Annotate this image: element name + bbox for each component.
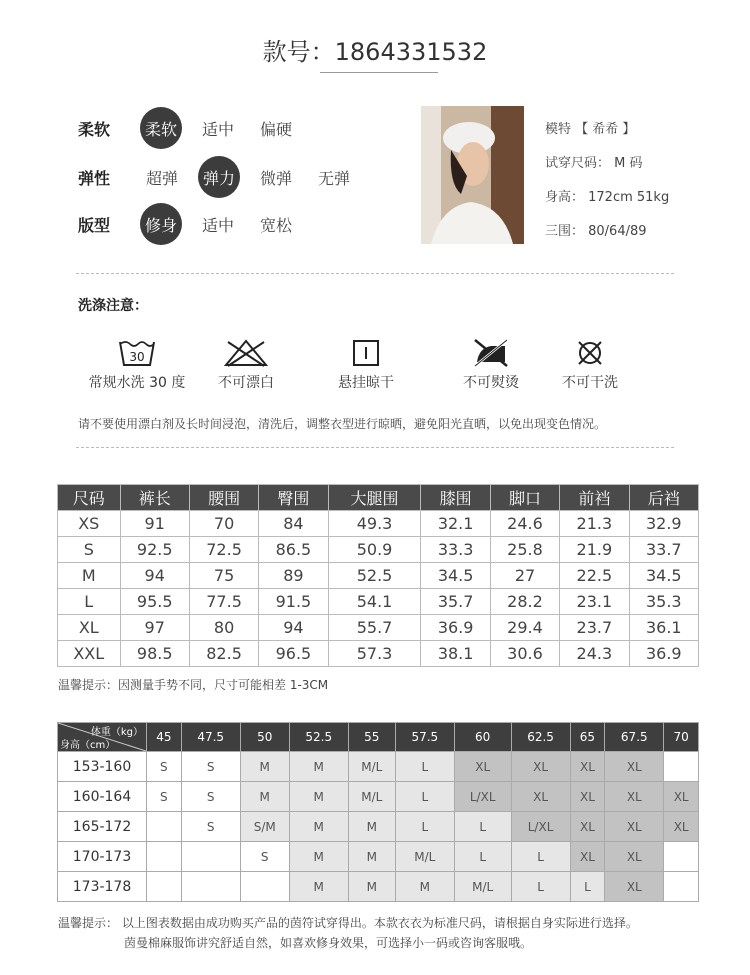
- recommendation-tip: [58, 913, 638, 953]
- recommended-size-cell: L/XL: [511, 812, 570, 842]
- recommended-size-cell: L: [395, 812, 454, 842]
- size-cell: 36.1: [629, 615, 698, 641]
- corner-cell: [58, 723, 147, 752]
- weight-header-cell: 70: [664, 723, 699, 752]
- tip-line-2: 茵曼棉麻服饰讲究舒适自然，如喜欢修身效果，可选择小一码或咨询客服哦。: [124, 936, 533, 950]
- size-table: [57, 484, 699, 667]
- recommended-size-cell: L: [570, 872, 605, 902]
- no-dry-clean-icon: [575, 338, 605, 368]
- recommended-size-cell: XL: [605, 752, 664, 782]
- recommended-size-cell: [147, 872, 182, 902]
- weight-header-cell: 67.5: [605, 723, 664, 752]
- size-cell: 22.5: [560, 563, 629, 589]
- table-row: [58, 782, 699, 812]
- size-cell: 91.5: [259, 589, 328, 615]
- hang-dry-icon: [351, 338, 381, 368]
- recommended-size-cell: M: [289, 842, 348, 872]
- recommended-size-cell: M: [348, 842, 395, 872]
- wash-item-2: [326, 338, 406, 392]
- size-header-cell: 臀围: [259, 485, 328, 511]
- size-cell: 96.5: [259, 641, 328, 667]
- weight-header-cell: 55: [348, 723, 395, 752]
- corner-weight-label: 体重（kg）: [90, 727, 143, 738]
- size-cell: 24.6: [490, 511, 559, 537]
- model-size: 试穿尺码： M 码: [545, 156, 643, 171]
- recommended-size-cell: L: [395, 752, 454, 782]
- height-range-cell: 165-172: [58, 812, 147, 842]
- recommended-size-cell: S: [181, 752, 240, 782]
- height-range-cell: 160-164: [58, 782, 147, 812]
- recommended-size-cell: XL: [511, 752, 570, 782]
- size-cell: 95.5: [120, 589, 189, 615]
- size-cell: 21.9: [560, 537, 629, 563]
- recommended-size-cell: XL: [454, 752, 511, 782]
- recommended-size-cell: S: [181, 782, 240, 812]
- size-cell: 32.9: [629, 511, 698, 537]
- attribute-row: [78, 108, 312, 148]
- page-title: 款号：1864331532: [262, 38, 488, 66]
- size-cell: 35.7: [421, 589, 490, 615]
- table-row: [58, 752, 699, 782]
- size-cell: 98.5: [120, 641, 189, 667]
- recommended-size-cell: L: [395, 782, 454, 812]
- tip-line-1: 温馨提示： 以上图表数据由成功购买产品的茵符试穿得出。本款衣衣为标准尺码，请根据自身实际进行选择。: [58, 916, 638, 930]
- size-cell: 36.9: [421, 615, 490, 641]
- weight-header-cell: 52.5: [289, 723, 348, 752]
- size-cell: 21.3: [560, 511, 629, 537]
- attribute-label: 柔软: [78, 119, 111, 139]
- washing-note: 请不要使用漂白剂及长时间浸泡，清洗后，调整衣型进行晾晒，避免阳光直晒，以免出现变色情况。: [78, 417, 607, 431]
- height-range-cell: 153-160: [58, 752, 147, 782]
- recommended-size-cell: [181, 872, 240, 902]
- recommended-size-cell: XL: [664, 782, 699, 812]
- recommended-size-cell: L: [511, 842, 570, 872]
- measure-tip: 温馨提示：因测量手势不同，尺寸可能相差 1-3CM: [58, 678, 329, 692]
- table-row: [58, 615, 699, 641]
- recommended-size-cell: S: [147, 782, 182, 812]
- recommended-size-cell: M/L: [348, 752, 395, 782]
- wash-item-3: [451, 338, 531, 392]
- wash-item-0: [82, 338, 192, 392]
- corner-height-label: 身高（cm）: [60, 740, 116, 751]
- size-cell: 27: [490, 563, 559, 589]
- weight-header-cell: 65: [570, 723, 605, 752]
- weight-header-cell: 60: [454, 723, 511, 752]
- no-bleach-icon: [222, 338, 270, 368]
- recommended-size-cell: L: [454, 812, 511, 842]
- recommended-size-cell: XL: [605, 872, 664, 902]
- attribute-label: 弹性: [78, 168, 111, 188]
- recommended-size-cell: M: [289, 872, 348, 902]
- attribute-option: 宽松: [259, 215, 292, 235]
- height-range-cell: 170-173: [58, 842, 147, 872]
- recommended-size-cell: M/L: [395, 842, 454, 872]
- table-row: [58, 537, 699, 563]
- table-row: [58, 812, 699, 842]
- recommended-size-cell: [664, 842, 699, 872]
- wash-30-icon: [118, 338, 156, 368]
- wash-item-1: [206, 338, 286, 392]
- recommended-size-cell: XL: [605, 842, 664, 872]
- size-cell: 91: [120, 511, 189, 537]
- size-cell: 23.7: [560, 615, 629, 641]
- size-header-cell: 裤长: [120, 485, 189, 511]
- recommended-size-cell: M: [289, 752, 348, 782]
- size-cell: 38.1: [421, 641, 490, 667]
- attribute-option-selected: 柔软: [140, 107, 182, 149]
- size-cell: 35.3: [629, 589, 698, 615]
- size-cell: 34.5: [629, 563, 698, 589]
- recommended-size-cell: M: [240, 752, 289, 782]
- size-cell: XS: [58, 511, 121, 537]
- size-cell: XL: [58, 615, 121, 641]
- size-header-cell: 后裆: [629, 485, 698, 511]
- recommended-size-cell: XL: [570, 812, 605, 842]
- wash-label-2: 悬挂晾干: [338, 375, 394, 391]
- recommended-size-cell: M: [348, 812, 395, 842]
- recommended-size-cell: XL: [511, 782, 570, 812]
- size-cell: 36.9: [629, 641, 698, 667]
- attribute-option-selected: 修身: [140, 203, 182, 245]
- divider: [76, 273, 674, 274]
- recommended-size-cell: M/L: [348, 782, 395, 812]
- size-header-cell: 前裆: [560, 485, 629, 511]
- weight-header-cell: 45: [147, 723, 182, 752]
- size-cell: 77.5: [189, 589, 258, 615]
- attribute-option: 偏硬: [259, 119, 292, 139]
- size-cell: 82.5: [189, 641, 258, 667]
- size-cell: 29.4: [490, 615, 559, 641]
- recommended-size-cell: L: [511, 872, 570, 902]
- model-photo: [421, 106, 524, 244]
- size-recommendation-table: [57, 722, 699, 902]
- recommended-size-cell: XL: [664, 812, 699, 842]
- size-cell: 70: [189, 511, 258, 537]
- title-underline: [320, 72, 438, 73]
- model-measure: 三围： 80/64/89: [545, 224, 647, 239]
- size-cell: 75: [189, 563, 258, 589]
- recommended-size-cell: [664, 752, 699, 782]
- attribute-option: 适中: [201, 119, 234, 139]
- size-cell: 97: [120, 615, 189, 641]
- size-header-cell: 脚口: [490, 485, 559, 511]
- attribute-option-selected: 弹力: [198, 156, 240, 198]
- size-cell: 55.7: [328, 615, 421, 641]
- recommended-size-cell: S/M: [240, 812, 289, 842]
- size-cell: M: [58, 563, 121, 589]
- recommended-size-cell: XL: [605, 782, 664, 812]
- size-cell: XXL: [58, 641, 121, 667]
- size-cell: S: [58, 537, 121, 563]
- recommended-size-cell: S: [147, 752, 182, 782]
- model-name: 模特 【 希希 】: [545, 122, 636, 137]
- size-cell: 28.2: [490, 589, 559, 615]
- size-cell: 34.5: [421, 563, 490, 589]
- size-cell: 92.5: [120, 537, 189, 563]
- size-header-cell: 大腿围: [328, 485, 421, 511]
- weight-header-cell: 57.5: [395, 723, 454, 752]
- attribute-row: [78, 157, 370, 197]
- recommended-size-cell: [240, 872, 289, 902]
- attribute-row: [78, 204, 312, 244]
- size-cell: 52.5: [328, 563, 421, 589]
- recommended-size-cell: [181, 842, 240, 872]
- recommended-size-cell: [147, 812, 182, 842]
- recommended-size-cell: [147, 842, 182, 872]
- size-cell: 72.5: [189, 537, 258, 563]
- table-row: [58, 563, 699, 589]
- size-cell: 49.3: [328, 511, 421, 537]
- size-cell: 33.7: [629, 537, 698, 563]
- size-header-cell: 腰围: [189, 485, 258, 511]
- recommended-size-cell: L: [454, 842, 511, 872]
- rec-table-header: [58, 723, 699, 752]
- size-cell: 80: [189, 615, 258, 641]
- recommended-size-cell: S: [181, 812, 240, 842]
- wash-label-1: 不可漂白: [218, 375, 274, 391]
- size-cell: 89: [259, 563, 328, 589]
- weight-header-cell: 50: [240, 723, 289, 752]
- size-cell: 94: [120, 563, 189, 589]
- wash-label-3: 不可熨烫: [463, 375, 519, 391]
- recommended-size-cell: XL: [570, 842, 605, 872]
- attribute-option: 超弹: [145, 168, 178, 188]
- no-iron-icon: [471, 338, 511, 368]
- size-header-cell: 膝围: [421, 485, 490, 511]
- recommended-size-cell: XL: [570, 782, 605, 812]
- recommended-size-cell: [664, 872, 699, 902]
- table-row: [58, 872, 699, 902]
- size-cell: 24.3: [560, 641, 629, 667]
- svg-text:30: 30: [129, 350, 145, 364]
- size-cell: 54.1: [328, 589, 421, 615]
- size-cell: 86.5: [259, 537, 328, 563]
- size-cell: 23.1: [560, 589, 629, 615]
- recommended-size-cell: M: [348, 872, 395, 902]
- size-cell: L: [58, 589, 121, 615]
- attribute-option: 无弹: [317, 168, 350, 188]
- washing-heading: 洗涤注意：: [78, 298, 148, 314]
- recommended-size-cell: XL: [570, 752, 605, 782]
- size-cell: 50.9: [328, 537, 421, 563]
- attribute-option: 微弹: [259, 168, 292, 188]
- size-cell: 33.3: [421, 537, 490, 563]
- attribute-option: 适中: [201, 215, 234, 235]
- model-height: 身高： 172cm 51kg: [545, 190, 670, 205]
- table-row: [58, 641, 699, 667]
- table-row: [58, 511, 699, 537]
- table-row: [58, 842, 699, 872]
- model-image: [421, 106, 524, 244]
- recommended-size-cell: L/XL: [454, 782, 511, 812]
- recommended-size-cell: M: [289, 812, 348, 842]
- wash-label-4: 不可干洗: [562, 375, 618, 391]
- size-cell: 32.1: [421, 511, 490, 537]
- divider: [76, 447, 674, 448]
- size-cell: 25.8: [490, 537, 559, 563]
- recommended-size-cell: M/L: [454, 872, 511, 902]
- wash-label-0: 常规水洗 30 度: [88, 375, 186, 391]
- size-cell: 30.6: [490, 641, 559, 667]
- recommended-size-cell: M: [240, 782, 289, 812]
- recommended-size-cell: XL: [605, 812, 664, 842]
- size-table-header: [58, 485, 699, 511]
- wash-item-4: [550, 338, 630, 392]
- size-header-cell: 尺码: [58, 485, 121, 511]
- weight-header-cell: 62.5: [511, 723, 570, 752]
- size-cell: 94: [259, 615, 328, 641]
- table-row: [58, 589, 699, 615]
- attribute-label: 版型: [78, 215, 111, 235]
- weight-header-cell: 47.5: [181, 723, 240, 752]
- recommended-size-cell: M: [395, 872, 454, 902]
- recommended-size-cell: S: [240, 842, 289, 872]
- size-cell: 84: [259, 511, 328, 537]
- recommended-size-cell: M: [289, 782, 348, 812]
- height-range-cell: 173-178: [58, 872, 147, 902]
- size-cell: 57.3: [328, 641, 421, 667]
